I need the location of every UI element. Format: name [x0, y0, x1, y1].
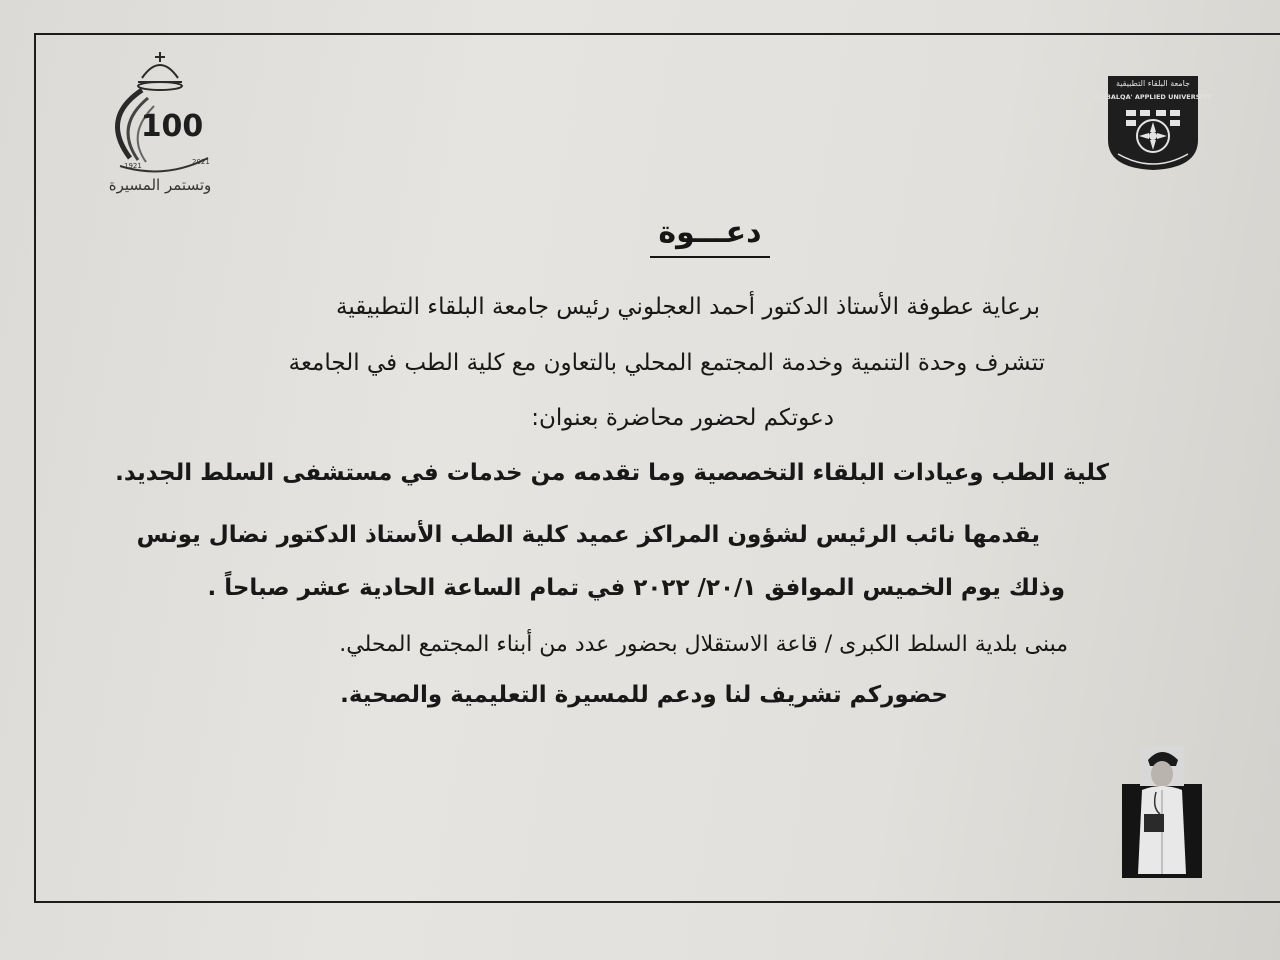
presenter-line: يقدمها نائب الرئيس لشؤون المراكز عميد كلية الطب الأستاذ الدكتور نضال يونس	[136, 522, 1040, 548]
patronage-line: برعاية عطوفة الأستاذ الدكتور أحمد العجلوني رئيس جامعة البلقاء التطبيقية	[335, 294, 1040, 320]
closing-line: حضوركم تشريف لنا ودعم للمسيرة التعليمية والصحية.	[340, 682, 948, 708]
document-title: دعـــوة	[650, 215, 770, 258]
centennial-number: 100	[140, 109, 204, 144]
doctor-illustration	[1122, 744, 1202, 878]
venue-line: مبنى بلدية السلط الكبرى / قاعة الاستقلال بحضور عدد من أبناء المجتمع المحلي.	[339, 632, 1068, 657]
centennial-logo	[90, 48, 230, 198]
university-name-ar: جامعة البلقاء التطبيقية	[1115, 79, 1191, 88]
centennial-slogan: وتستمر المسيرة	[108, 176, 212, 194]
university-logo	[1094, 70, 1212, 174]
host-line: تتشرف وحدة التنمية وخدمة المجتمع المحلي بالتعاون مع كلية الطب في الجامعة	[288, 350, 1045, 376]
university-name-en: AL-BALQA' APPLIED UNIVERSITY	[1094, 93, 1212, 101]
centennial-year-end: 2021	[192, 158, 210, 166]
lecture-title-line: كلية الطب وعيادات البلقاء التخصصية وما تقدمه من خدمات في مستشفى السلط الجديد.	[115, 460, 1109, 486]
invitation-line: دعوتكم لحضور محاضرة بعنوان:	[531, 405, 834, 431]
centennial-year-start: 1921	[124, 162, 142, 170]
date-time-line: وذلك يوم الخميس الموافق ٢٠/١/ ٢٠٢٢ في تمام الساعة الحادية عشر صباحاً .	[207, 575, 1065, 601]
